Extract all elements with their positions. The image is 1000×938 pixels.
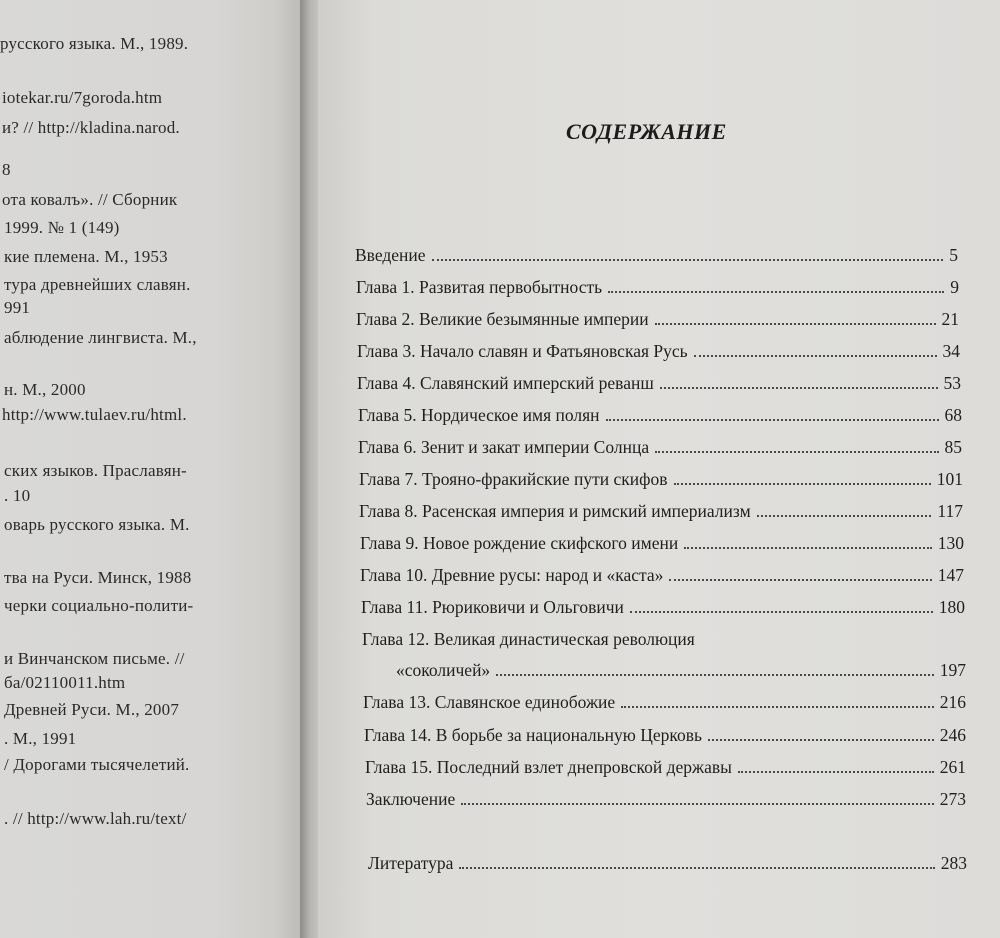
toc-leader-dots (684, 537, 932, 549)
toc-entry (364, 725, 966, 751)
toc-entry (359, 501, 963, 527)
bibliography-line: Древней Руси. М., 2007 (4, 700, 180, 719)
toc-entry (360, 565, 964, 591)
toc-leader-dots (496, 664, 934, 676)
toc-entry-page: 246 (939, 725, 966, 745)
toc-entry-title: Глава 13. Славянское единобожие (363, 692, 616, 712)
toc-entry (368, 853, 967, 879)
toc-entry-title: Литература (368, 853, 454, 873)
bibliography-line: 1999. № 1 (149) (4, 218, 120, 237)
toc-entry-title: Глава 10. Древние русы: народ и «каста» (360, 565, 664, 585)
toc-entry-page: 216 (939, 692, 966, 712)
bibliography-line: оварь русского языка. М. (4, 515, 190, 534)
toc-entry (357, 341, 960, 367)
toc-leader-dots (655, 441, 938, 453)
toc-entry-title: Глава 15. Последний взлет днепровской державы (365, 757, 732, 777)
left-page (0, 0, 300, 938)
toc-entry (358, 437, 962, 463)
toc-entry-title: Глава 3. Начало славян и Фатьяновская Русь (357, 341, 688, 361)
toc-entry (356, 277, 959, 303)
bibliography-line: 8 (2, 160, 11, 179)
toc-leader-dots (608, 281, 944, 293)
toc-entry-page: 5 (949, 245, 958, 265)
bibliography-line: iotekar.ru/7goroda.htm (2, 88, 163, 107)
bibliography-line: и? // http://kladina.narod. (2, 118, 180, 137)
toc-entry-title: Заключение (366, 789, 456, 809)
bibliography-line: http://www.tulaev.ru/html. (2, 405, 187, 424)
bibliography-line: ских языков. Праславян- (4, 461, 187, 480)
toc-entry (396, 660, 966, 686)
bibliography-line: тва на Руси. Минск, 1988 (4, 568, 192, 587)
toc-leader-dots (432, 249, 944, 261)
toc-leader-dots (461, 793, 934, 805)
toc-leader-dots (738, 761, 934, 773)
toc-entry-page: 9 (950, 277, 959, 297)
toc-leader-dots (655, 313, 936, 325)
toc-leader-dots (606, 409, 939, 421)
toc-leader-dots (630, 601, 933, 613)
toc-entry-title: Глава 11. Рюриковичи и Ольговичи (361, 597, 624, 617)
toc-entry-page: 273 (939, 789, 966, 809)
toc-entry-page: 283 (940, 853, 967, 873)
toc-entry-title: Глава 12. Великая династическая революция (362, 629, 695, 649)
bibliography-line: и Винчанском письме. // (4, 649, 185, 668)
toc-entry-page: 130 (937, 533, 964, 553)
toc-entry-page: 68 (944, 405, 962, 425)
bibliography-line: ота ковалъ». // Сборник (2, 190, 178, 209)
toc-entry-page: 117 (937, 501, 963, 521)
toc-entry-page: 101 (936, 469, 963, 489)
toc-entry (362, 629, 966, 655)
bibliography-line: ба/02110011.htm (4, 673, 126, 692)
bibliography-line: н. М., 2000 (4, 380, 86, 399)
toc-entry-page: 261 (939, 757, 966, 777)
bibliography-line: . // http://www.lah.ru/text/ (4, 809, 187, 828)
bibliography-line: . 10 (4, 486, 31, 505)
toc-leader-dots (459, 857, 934, 869)
toc-leader-dots (621, 696, 934, 708)
toc-entry-title: Глава 4. Славянский имперский реванш (357, 373, 654, 393)
toc-leader-dots (660, 377, 938, 389)
toc-entry-title: Глава 7. Трояно-фракийские пути скифов (359, 469, 668, 489)
toc-entry (366, 789, 966, 815)
toc-entry-page: 85 (944, 437, 962, 457)
toc-entry-title: Глава 1. Развитая первобытность (356, 277, 603, 297)
toc-entry-title: Глава 6. Зенит и закат империи Солнца (358, 437, 650, 457)
toc-entry (356, 309, 959, 335)
toc-leader-dots (708, 729, 934, 741)
toc-entry-page: 147 (937, 565, 964, 585)
bibliography-line: аблюдение лингвиста. М., (4, 328, 197, 347)
toc-entry-title: Введение (355, 245, 426, 265)
toc-entry (360, 533, 964, 559)
bibliography-line: . М., 1991 (4, 729, 77, 748)
bibliography-line: черки социально-полити- (4, 596, 194, 615)
toc-leader-dots (674, 473, 931, 485)
toc-entry-page: 197 (939, 660, 966, 680)
toc-title: СОДЕРЖАНИЕ (566, 119, 727, 144)
bibliography-line: / Дорогами тысячелетий. (4, 755, 190, 774)
toc-entry-page: 180 (938, 597, 965, 617)
toc-entry (355, 245, 958, 271)
bibliography-line: русского языка. М., 1989. (0, 34, 189, 53)
toc-entry (359, 469, 963, 495)
bibliography-line: кие племена. М., 1953 (4, 247, 168, 266)
bibliography-line: тура древнейших славян. (4, 275, 191, 294)
toc-entry-title: Глава 14. В борьбе за национальную Церковь (364, 725, 702, 745)
toc-entry-title: Глава 9. Новое рождение скифского имени (360, 533, 679, 553)
toc-leader-dots (757, 505, 932, 517)
toc-entry (365, 757, 966, 783)
toc-entry (361, 597, 965, 623)
toc-entry-page: 53 (943, 373, 961, 393)
toc-entry (363, 692, 966, 718)
toc-entry-title: Глава 2. Великие безымянные империи (356, 309, 649, 329)
toc-leader-dots (694, 345, 937, 357)
toc-entry-page: 34 (942, 341, 960, 361)
toc-entry-title: Глава 5. Нордическое имя полян (358, 405, 600, 425)
toc-entry-title: Глава 8. Расенская империя и римский империализм (359, 501, 751, 521)
toc-entry-page: 21 (941, 309, 959, 329)
bibliography-line: 991 (4, 298, 31, 317)
toc-entry-title: «соколичей» (396, 660, 491, 680)
toc-leader-dots (669, 569, 931, 581)
toc-entry (358, 405, 962, 431)
toc-entry (357, 373, 961, 399)
